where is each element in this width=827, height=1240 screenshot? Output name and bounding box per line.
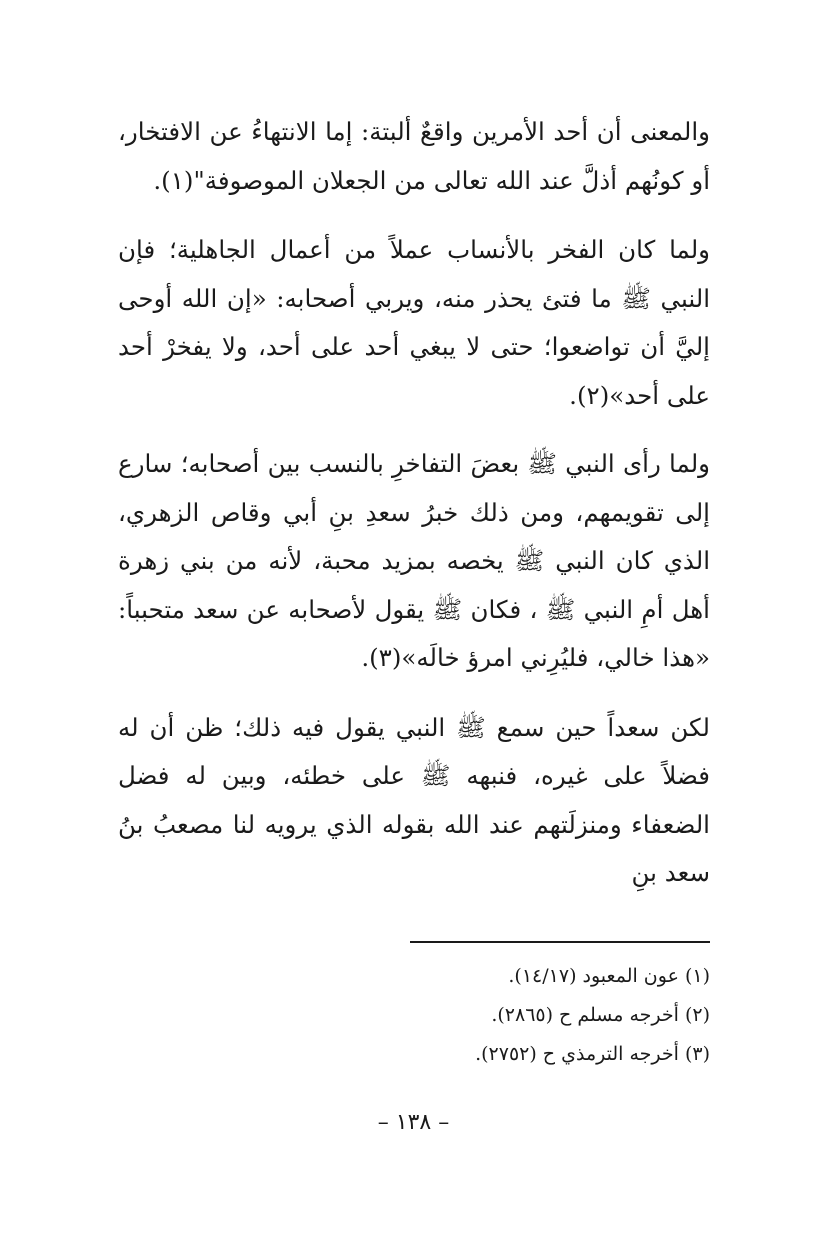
- footnote-2: (٢) أخرجه مسلم ح (٢٨٦٥).: [491, 1004, 710, 1026]
- main-text: [118, 108, 710, 898]
- footnotes: [118, 941, 710, 1074]
- paragraph-2: ولما كان الفخر بالأنساب عملاً من أعمال الجاهلية؛ فإن النبي ﷺ ما فتئ يحذر منه، ويربي أصحابه: «إن الله أوحى إليَّ أن تواضعوا؛ حتى لا يبغي أحد على أحد، ولا يفخرْ أحد على أحد»(٢).: [118, 235, 710, 410]
- footnote-divider: [410, 941, 710, 943]
- footnote-list: [118, 957, 710, 1074]
- page-number: – ١٣٨ –: [377, 1110, 450, 1135]
- paragraph-4: لكن سعداً حين سمع ﷺ النبي يقول فيه ذلك؛ ظن أن له فضلاً على غيره، فنبهه ﷺ على خطئه، وبين له فضل الضعفاء ومنزلَتهم عند الله بقوله الذي يرويه لنا مصعبُ بنُ سعد بنِ: [118, 712, 710, 887]
- footnote-1: (١) عون المعبود (١٤/١٧).: [508, 965, 710, 987]
- paragraph-3: ولما رأى النبي ﷺ بعضَ التفاخرِ بالنسب بين أصحابه؛ سارع إلى تقويمهم، ومن ذلك خبرُ سعدِ بنِ أبي وقاص الزهري، الذي كان النبي ﷺ يخصه بمزيد محبة، لأنه من بني زهرة أهل أمِ النبي ﷺ ، فكان ﷺ يقول لأصحابه عن سعد متحبباً: «هذا خالي، فليُرِني امرؤ خالَه»(٣).: [118, 449, 710, 672]
- footnote-3: (٣) أخرجه الترمذي ح (٢٧٥٢).: [475, 1043, 710, 1065]
- paragraph-1: والمعنى أن أحد الأمرين واقعٌ ألبتة: إما الانتهاءُ عن الافتخار، أو كونُهم أذلَّ عند الله تعالى من الجعلان الموصوفة"(١).: [118, 117, 710, 195]
